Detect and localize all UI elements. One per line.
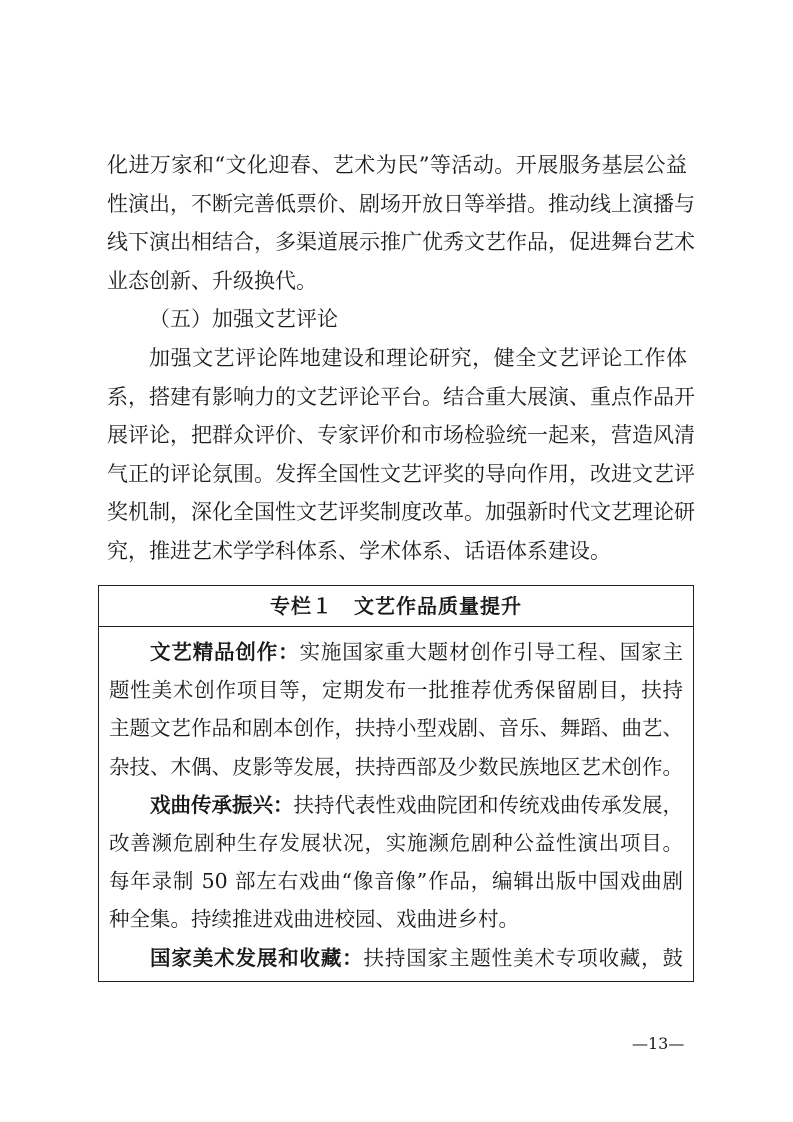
item-text: 实施国家重大题材创作引导工程、国家主 (299, 640, 684, 664)
section-paragraph (107, 339, 695, 571)
paragraph-line: 线下演出相结合，多渠道展示推广优秀文艺作品，促进舞台艺术 (107, 230, 695, 255)
paragraph-line: 主题文艺作品和剧本创作，扶持小型戏剧、音乐、舞蹈、曲艺、 (109, 716, 683, 741)
paragraph-line: 气正的评论氛围。发挥全国性文艺评奖的导向作用，改进文艺评 (107, 461, 695, 486)
box-body (99, 627, 693, 977)
item-text: 扶持国家主题性美术专项收藏，鼓 (363, 945, 684, 970)
paragraph-line: 题性美术创作项目等，定期发布一批推荐优秀保留剧目，扶持 (109, 678, 683, 703)
paragraph-line: 业态创新、升级换代。 (107, 268, 317, 293)
item-lead: 戏曲传承振兴： (150, 792, 294, 817)
paragraph-line (109, 633, 683, 671)
paragraph-line: 杂技、木偶、皮影等发展，扶持西部及少数民族地区艺术创作。 (109, 754, 683, 779)
paragraph-line (109, 786, 683, 824)
box-item-art-creation (109, 633, 683, 786)
paragraph-line: 加强文艺评论阵地建设和理论研究，健全文艺评论工作体 (149, 346, 687, 370)
paragraph-line: 每年录制 50 部左右戏曲“像音像”作品，编辑出版中国戏曲剧 (109, 869, 683, 894)
page-number: —13— (632, 1034, 685, 1053)
paragraph-line: 改善濒危剧种生存发展状况，实施濒危剧种公益性演出项目。 (109, 831, 683, 856)
paragraph-line: 种全集。持续推进戏曲进校园、戏曲进乡村。 (109, 907, 519, 932)
paragraph-line: 奖机制，深化全国性文艺评奖制度改革。加强新时代文艺理论研 (107, 500, 695, 525)
item-lead: 文艺精品创作： (150, 640, 300, 664)
paragraph-line: 系，搭建有影响力的文艺评论平台。结合重大展演、重点作品开 (107, 384, 695, 409)
paragraph-line: 化进万家和“文化迎春、艺术为民”等活动。开展服务基层公益 (107, 153, 687, 177)
section-five (107, 300, 687, 339)
paragraph-line: 展评论，把群众评价、专家评价和市场检验统一起来，营造风清 (107, 423, 695, 448)
paragraph-line: 性演出，不断完善低票价、剧场开放日等举措。推动线上演播与 (107, 191, 695, 216)
box-item-fine-arts (109, 939, 683, 977)
section-heading: （五）加强文艺评论 (149, 307, 338, 331)
continuation-paragraph (107, 146, 695, 300)
box-title: 专栏１ 文艺作品质量提升 (99, 586, 693, 627)
paragraph-line (109, 939, 683, 977)
feature-column-box (98, 585, 694, 982)
item-lead: 国家美术发展和收藏： (150, 945, 364, 970)
item-text: 扶持代表性戏曲院团和传统戏曲传承发展， (293, 792, 683, 817)
box-item-opera-revival (109, 786, 683, 939)
paragraph-line: 究，推进艺术学学科体系、学术体系、话语体系建设。 (107, 538, 611, 563)
